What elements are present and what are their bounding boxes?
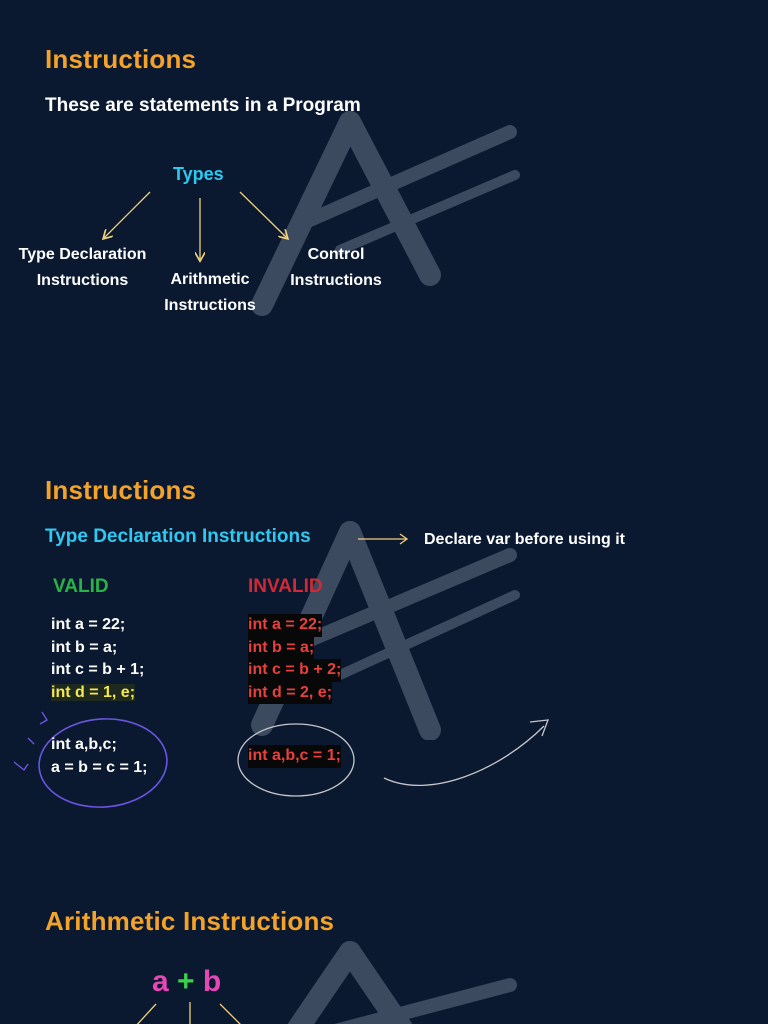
valid-label: VALID	[53, 576, 109, 597]
node-line: Instructions	[290, 272, 382, 289]
invalid-code-block-2	[248, 745, 341, 768]
node-line: Instructions	[164, 297, 256, 314]
code-line-highlighted: int d = 1, e;	[51, 683, 136, 701]
code-line: int a,b,c;	[51, 736, 117, 753]
node-line: Instructions	[36, 272, 129, 289]
arrow-to-type-declaration	[104, 192, 150, 238]
operand-b: b	[202, 965, 222, 998]
invalid-code-line: int b = a;	[248, 637, 314, 660]
arrow-right-icon	[356, 530, 412, 548]
invalid-code-line: int d = 2, e;	[248, 682, 332, 705]
node-control	[276, 242, 396, 294]
types-root-label: Types	[173, 164, 224, 184]
node-line: Control	[307, 246, 365, 263]
expression-a-plus-b	[152, 965, 221, 999]
node-line: Type Declaration	[18, 246, 147, 263]
node-line: Arithmetic	[170, 271, 250, 288]
invalid-code-line: int c = b + 2;	[248, 659, 341, 682]
code-line: a = b = c = 1;	[51, 758, 148, 776]
valid-code-block	[51, 614, 144, 704]
curved-arrow-annotation	[384, 720, 548, 785]
watermark-logo-icon	[250, 940, 540, 1024]
section-heading: Instructions	[45, 475, 197, 505]
valid-code-block-2	[51, 734, 148, 779]
section-subtitle: These are statements in a Program	[45, 95, 361, 116]
section-heading: Arithmetic Instructions	[45, 906, 335, 936]
declare-note: Declare var before using it	[424, 531, 625, 548]
code-line: int a = 22;	[51, 616, 126, 633]
invalid-label: INVALID	[248, 576, 323, 597]
section-heading: Instructions	[45, 44, 197, 74]
invalid-code-block	[248, 614, 341, 704]
code-line: int b = a;	[51, 638, 118, 656]
invalid-code-line: int a = 22;	[248, 614, 322, 637]
type-declaration-label: Type Declaration Instructions	[45, 526, 311, 547]
node-type-declaration	[0, 242, 165, 294]
invalid-code-line: int a,b,c = 1;	[248, 745, 341, 768]
operand-a: a	[152, 965, 169, 998]
expression-arrows	[120, 998, 260, 1024]
operator-plus: +	[177, 965, 195, 998]
node-arithmetic	[145, 267, 275, 319]
check-marks-annotation	[14, 712, 47, 770]
arrow-to-control	[240, 192, 287, 238]
code-line: int c = b + 1;	[51, 661, 145, 678]
